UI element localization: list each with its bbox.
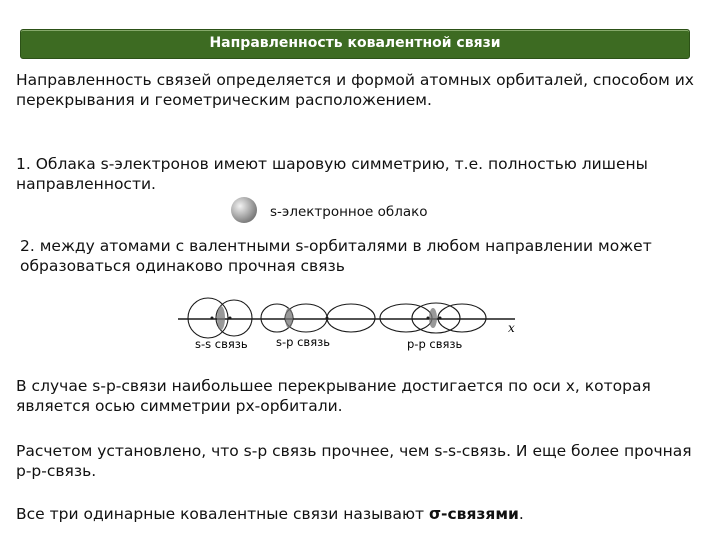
sp-overlap-paragraph: В случае s-p-связи наибольшее перекрывание достигается по оси x, которая является осью симметрии px-орбитали. [16,377,651,415]
axis-x-label: x [508,321,515,335]
bond-overlap-diagram [170,288,540,363]
page-title: Направленность ковалентной связи [209,35,501,51]
s-cloud-label: s-электронное облако [270,204,428,220]
strength-paragraph: Расчетом установлено, что s-p связь прочнее, чем s-s-связь. И еще более прочная р-р-связь. [16,442,692,480]
intro-paragraph: Направленность связей определяется и формой атомных орбиталей, способом их перекрывания и геометрическим расположением. [16,71,694,109]
sp-bond-label: s-p связь [276,335,331,349]
ss-bond-label: s-s связь [195,337,248,351]
point-1-paragraph: 1. Облака s-электронов имеют шаровую симметрию, т.е. полностью лишены направленности. [16,155,648,193]
sigma-suffix: . [518,505,524,523]
s-orbital-sphere-icon [231,197,257,223]
point-2-paragraph: 2. между атомами с валентными s-орбиталями в любом направлении может образоваться одинаково прочная связь [20,237,652,275]
sigma-term: σ-связями [428,505,519,523]
sp-p-lobe-right [327,304,375,332]
pp-lobe-3 [438,304,486,332]
sigma-prefix: Все три одинарные ковалентные связи называют [16,505,429,523]
pp-bond-label: p-p связь [407,337,463,351]
pp-lobe-1 [380,304,432,332]
title-bar [20,29,690,59]
sigma-bond-paragraph [16,504,711,524]
